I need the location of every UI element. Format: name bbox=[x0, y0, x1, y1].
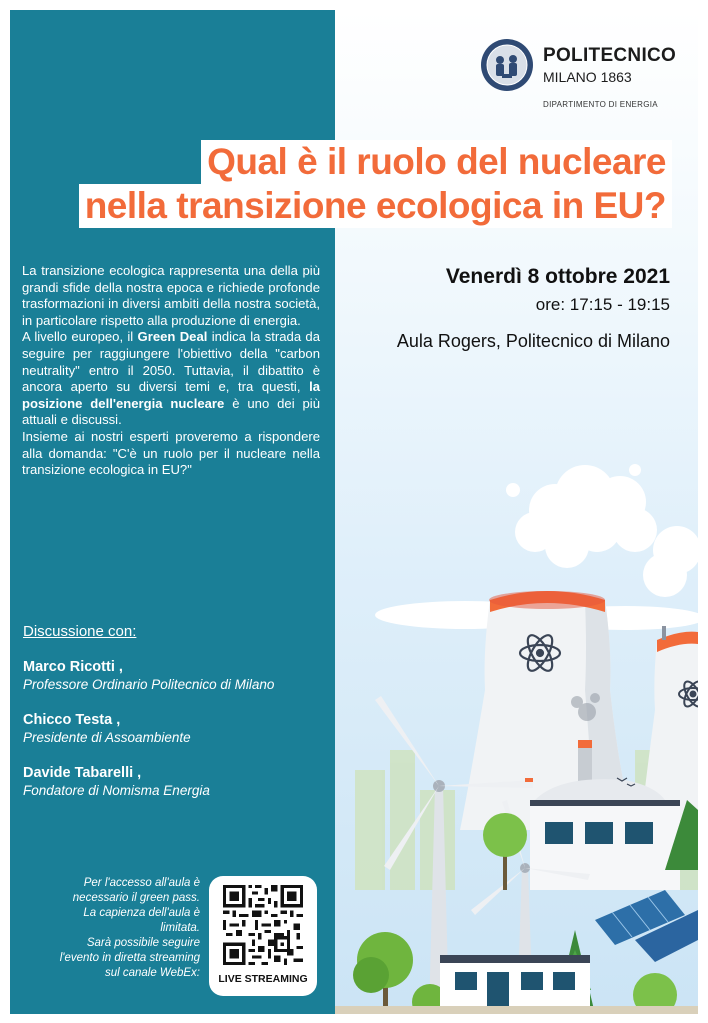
speaker-role: Professore Ordinario Politecnico di Milano bbox=[23, 677, 275, 692]
access-green-pass: Per l'accesso all'aula è necessario il green pass. bbox=[72, 877, 200, 904]
green-deal-highlight: Green Deal bbox=[137, 329, 208, 345]
speaker-name: Davide Tabarelli , bbox=[23, 765, 142, 781]
access-streaming: Sarà possibile seguire l'evento in diretta streaming sul canale WebEx: bbox=[59, 937, 200, 979]
intro-paragraph: Insieme ai nostri esperti proveremo a rispondere alla domanda: "C'è un ruolo per il nucleare nella transizione ecologica in EU?" bbox=[22, 428, 320, 478]
chimney-stripe bbox=[578, 740, 592, 748]
intro-text-run: indica la strada da seguire per raggiungere l'obiettivo della "carbon neutrality" entro il 2050. Tuttavia, il dibattito è ancora aperto su diversi temi e, tra questi, bbox=[22, 329, 320, 395]
intro-paragraph bbox=[22, 329, 320, 429]
reactor-building bbox=[530, 779, 680, 890]
poster-title bbox=[79, 140, 672, 228]
title-line-2: nella transizione ecologica in EU? bbox=[79, 184, 672, 228]
nuclear-plant-illustration bbox=[335, 450, 698, 1014]
nuclear-position-highlight: la posizione dell'energia nucleare bbox=[22, 379, 320, 411]
qr-card[interactable] bbox=[209, 876, 317, 996]
event-time: ore: 17:15 - 19:15 bbox=[535, 295, 670, 314]
speaker-entry bbox=[23, 711, 191, 747]
intro-text-run: è uno dei più attuali e discussi. bbox=[22, 395, 320, 428]
intro-text-run: A livello europeo, il bbox=[22, 329, 138, 345]
speaker-name: Marco Ricotti , bbox=[23, 659, 123, 675]
speaker-entry bbox=[23, 658, 274, 694]
ground bbox=[335, 1006, 698, 1014]
speaker-role: Fondatore di Nomisma Energia bbox=[23, 783, 210, 798]
solar-panels bbox=[595, 890, 698, 962]
university-seal-icon bbox=[480, 38, 534, 92]
qr-caption: LIVE STREAMING bbox=[218, 973, 308, 985]
intro-text bbox=[22, 263, 320, 479]
university-logo bbox=[480, 38, 676, 92]
discussion-heading: Discussione con: bbox=[23, 623, 137, 640]
event-venue: Aula Rogers, Politecnico di Milano bbox=[396, 331, 670, 351]
front-building bbox=[440, 955, 590, 1014]
access-info bbox=[50, 876, 200, 981]
institution-subtitle: MILANO 1863 bbox=[543, 69, 632, 85]
speaker-name: Chicco Testa , bbox=[23, 712, 121, 728]
event-poster bbox=[10, 10, 698, 1014]
title-line-1: Qual è il ruolo del nucleare bbox=[201, 140, 672, 184]
qr-code-icon[interactable] bbox=[223, 885, 303, 965]
speaker-entry bbox=[23, 764, 210, 800]
speaker-role: Presidente di Assoambiente bbox=[23, 730, 191, 745]
department-name: DIPARTIMENTO DI ENERGIA bbox=[543, 100, 658, 109]
institution-name: POLITECNICO bbox=[543, 45, 677, 66]
event-date: Venerdì 8 ottobre 2021 bbox=[445, 265, 670, 288]
intro-paragraph: La transizione ecologica rappresenta una della più grandi sfide della nostra epoca e richiede profonde trasformazioni in diversi ambiti della nostra società, in particolare rispetto alla produzione di energia. bbox=[22, 263, 320, 328]
access-capacity: La capienza dell'aula è limitata. bbox=[83, 907, 200, 934]
